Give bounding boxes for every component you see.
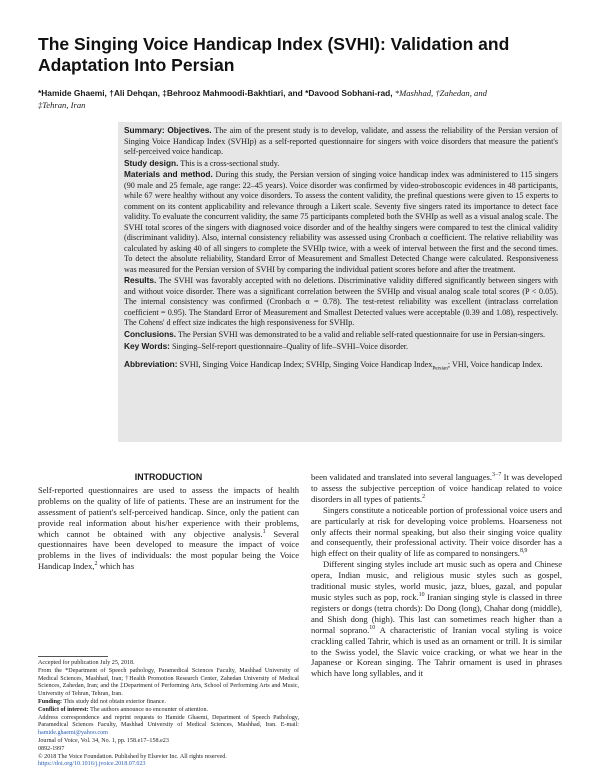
objectives-label: Objectives.: [167, 125, 212, 135]
design-label: Study design.: [124, 157, 179, 168]
intro-paragraph-2: [311, 505, 562, 560]
section-heading-introduction: INTRODUCTION: [134, 472, 203, 482]
citation[interactable]: 10: [418, 592, 425, 599]
funding-note: [38, 699, 299, 707]
doi-link[interactable]: https://doi.org/10.1016/j.jvoice.2018.07.023: [38, 761, 146, 768]
funding-label: Funding:: [38, 698, 63, 705]
summary-label: Summary:: [124, 125, 165, 135]
citation[interactable]: 2: [422, 493, 426, 500]
intro-text-7: Different singing styles include art music such as opera and Chinese opera, Indian music, and religious music styles such as gospel, traditional music styles, world music, jazz, blues, gazal, and popular music styles such as pop, rock.: [311, 559, 562, 602]
correspondence-note: [38, 715, 299, 738]
correspondence-text: Address correspondence and reprint requests to Hamide Ghaemi, Department of Speech Pathology, Paramedical Sciences Faculty, Mashhad University of Medical Sciences, Mashhad, Iran. E-mail:: [38, 714, 299, 729]
intro-text-4: been validated and translated into several languages.: [311, 472, 492, 482]
keywords-text: Singing–Self-report questionnaire–Quality of life–SVHI–Voice disorder.: [171, 342, 409, 351]
abstract-results: [124, 275, 558, 329]
intro-text-9: A characteristic of Iranian vocal styling is voice crackling called Tahrir, which is used as an ornament or trill. It is similar to the Swiss yodel, the Slavic voice cracking, or what we hear in the Japanese or Korean singing. The Tahrir ornament is used in phrases which have long syllables, and it: [311, 624, 562, 679]
intro-text-2: Several questionnaires have been developed to measure the impact of voice problems in the lives of individuals: the most popular being the Voice Handicap Index,: [38, 528, 300, 572]
issn: 0892-1997: [38, 745, 65, 752]
copyright: © 2018 The Voice Foundation. Published by Elsevier Inc. All rights reserved.: [38, 753, 227, 760]
abstract-abbreviations: [124, 359, 558, 374]
abbreviation-text-b: ; VHI, Voice handicap Index.: [447, 359, 543, 369]
citation[interactable]: 10: [369, 624, 376, 631]
affiliation-line-2: ‡Tehran, Iran: [38, 100, 86, 110]
abbreviation-label: Abbreviation:: [124, 358, 178, 369]
results-text: The SVHI was favorably accepted with no deletions. Discriminative validity differed significantly between singers with and without voice disorder. There was a significant correlation between the SVHIp and visual analog scale total scores (P < 0.05). The internal consistency was confirmed (Cronbach α = 0.78). The test-retest reliability was excellent (intraclass correlation coefficient = 0.95). The Standard Error of Measurement and Smallest Detected values were acceptable (0.39 and 1.08), respectively. The Cohens' d effect size indicates the high responsiveness for SVHIp.: [124, 276, 558, 327]
abbreviation-subscript: Persian: [432, 365, 448, 372]
abstract-design: [124, 158, 558, 170]
intro-paragraph-1-cont: [311, 472, 562, 505]
abstract: [124, 125, 558, 374]
intro-paragraph-1: [38, 485, 299, 572]
affiliation-line-1: *Mashhad, †Zahedan, and: [394, 88, 487, 98]
intro-text-8: Iranian singing style is classed in three registers or dongs (tetra chords): Do Dong (long), Chahar dong (middle), and Shish dong (high). This last can sometimes reach higher than a normal soprano.: [311, 591, 562, 635]
intro-text-6: Singers constitute a noticeable portion of professional voice users and are particularly at risk for developing voice problems. Hoarseness not only affects their normal speaking, but also their singing voice quality and consequently, their professional activity. Their voice disorder has a high effect on their quality of life as compared to nonsingers.: [311, 504, 563, 559]
intro-text-1: Self-reported questionnaires are used to assess the impacts of health problems on the quality of life of patients. These are an instrument for the assessment of patient's self-perceived handicap. Since, only the patient can provide real information about his/her experience with their problems, which cannot be obtained with any objective analysis.: [38, 484, 299, 539]
conclusions-text: The Persian SVHI was demonstrated to be a valid and reliable self-rated questionnaire for use in Persian-singers.: [177, 329, 546, 339]
intro-paragraph-3: [311, 559, 562, 679]
objectives-text: The aim of the present study is to develop, validate, and assess the reliability of the Persian version of Singing Voice Handicap Index (SVHIp) as a self-reported questionnaire for singers with voice disorders that measure the patient's self-perceived voice handicap.: [124, 126, 558, 156]
left-column: [38, 472, 299, 572]
conflict-label: Conflict of interest:: [38, 706, 89, 713]
footnotes: [38, 660, 299, 769]
results-label: Results.: [124, 275, 157, 285]
funding-text: This study did not obtain exterior finance.: [62, 698, 166, 705]
methods-text: During this study, the Persian version of singing voice handicap index was administered to 115 singers (90 male and 25 female, age range: 22–45 years). Voice disorder was confirmed by video-stroboscopic evidences in 48 participants, while 67 were healthy without any voice disorders. To assess the content validity, the prefinal questions were given to 15 experts to comment on its content applicability and relevance through a Likert scale. Seventy five singers rated its importance to detect face validity. To evaluate the concurrent validity, the same 75 participants completed both the SVHIp as well as a visual analog scale. The SVHI total scores of the singers with diagnosed voice disorder and of the healthy singers were compared to test the clinical validity (discriminant validity). Also, internal consistency reliability was assessed using Cronbach α coefficient. The relative reliability was calculated by asking 40 of all singers to complete the SVHIp twice, with a week of interval between the first and the second times. To detect the absolute reliability, Standard Error of Measurement and Smallest Detected Change were calculated. Responsiveness was measured for the Persian version of SVHI by comparing the individual patient scores before and after the treatment.: [124, 170, 559, 274]
abstract-methods: [124, 169, 558, 275]
right-column: [311, 472, 562, 679]
citation[interactable]: 2: [94, 561, 98, 568]
intro-text-5: It was developed to assess the subjective perception of voice handicap related to voice disorders in all types of patients.: [311, 472, 563, 504]
authors-names: *Hamide Ghaemi, †Ali Dehqan, ‡Behrooz Mahmoodi-Bakhtiari, and *Davood Sobhani-rad,: [38, 88, 393, 98]
citation[interactable]: 8,9: [519, 548, 528, 555]
keywords-label: Key Words:: [124, 341, 170, 351]
abstract-conclusions: [124, 329, 558, 341]
footnote-divider: [38, 656, 108, 657]
conclusions-label: Conclusions.: [124, 328, 177, 339]
email-link[interactable]: hamide.ghaemi@yahoo.com: [38, 730, 108, 737]
abstract-keywords: [124, 341, 558, 353]
abstract-objectives: [124, 125, 558, 158]
journal-info: Journal of Voice, Vol. 34, No. 1, pp. 158.e17–158.e23: [38, 737, 169, 744]
conflict-text: The authors announce no encounter of attention.: [88, 706, 209, 713]
methods-label: Materials and method.: [124, 169, 213, 179]
design-text: This is a cross-sectional study.: [180, 158, 280, 168]
conflict-note: [38, 707, 299, 715]
paper-title: The Singing Voice Handicap Index (SVHI): Validation and Adaptation Into Persian: [38, 34, 510, 75]
abbreviation-text-a: SVHI, Singing Voice Handicap Index; SVHIp, Singing Voice Handicap Index: [179, 359, 433, 369]
citation[interactable]: 3−7: [491, 472, 502, 479]
intro-text-3: which has: [97, 561, 135, 572]
accepted-date: Accepted for publication July 25, 2018.: [38, 660, 135, 666]
author-list: [38, 87, 568, 111]
affiliations-note: From the *Department of Speech pathology, Paramedical Sciences Faculty, Mashhad University of Medical Sciences, Mashhad, Iran; †Health Promotion Research Center, Zahedan University of Medical Sciences, Zahedan, Iran; and the ‡Department of Performing Arts, School of Performing Arts and Music, University of Tehran, Tehran, Iran.: [38, 667, 299, 698]
citation[interactable]: 1: [262, 528, 266, 535]
